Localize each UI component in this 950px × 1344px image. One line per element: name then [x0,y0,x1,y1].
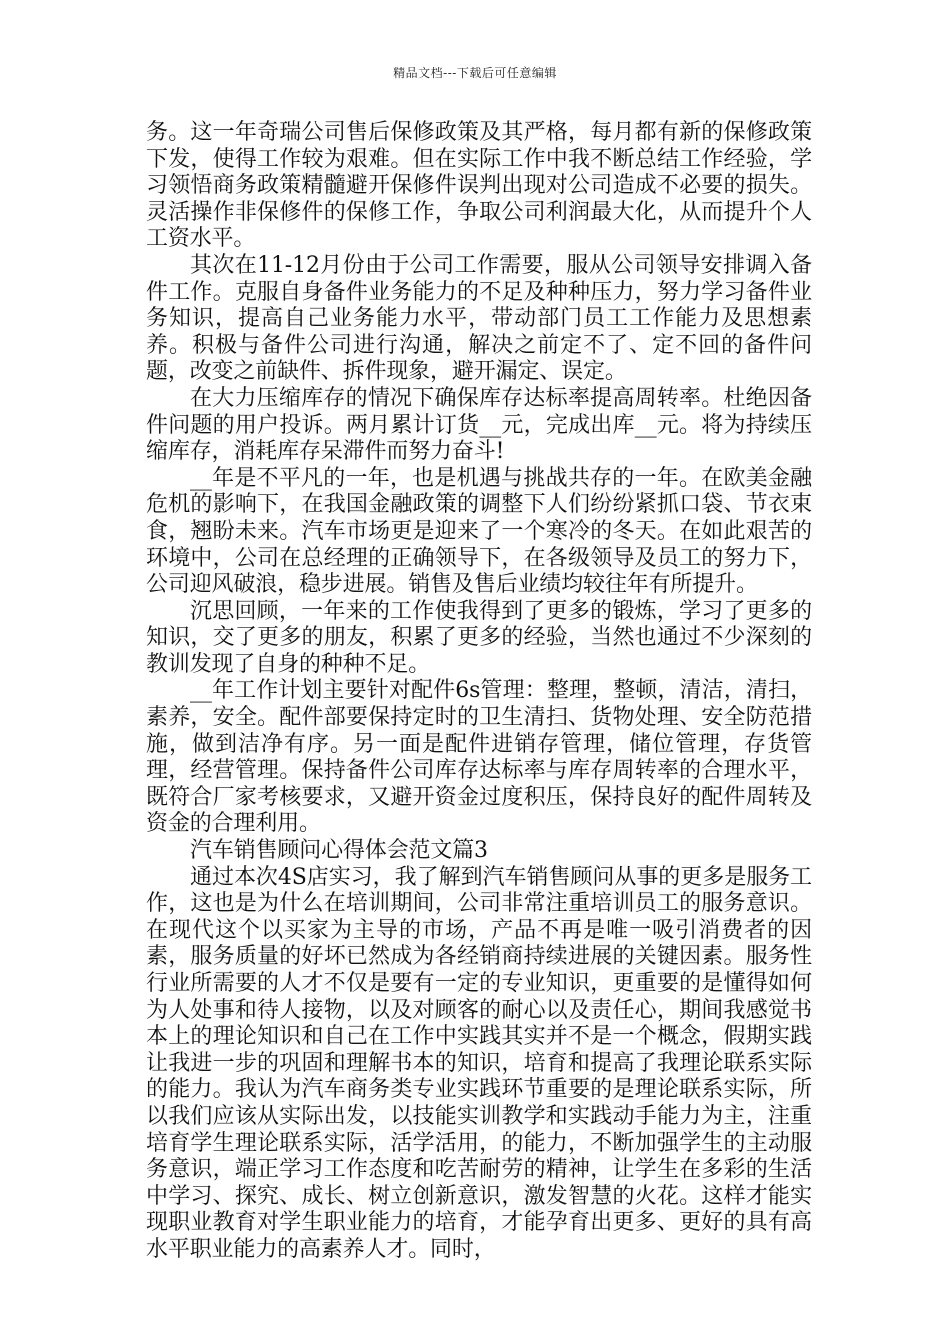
paragraph-warranty-policy: 务。这一年奇瑞公司售后保修政策及其严格，每月都有新的保修政策下发，使得工作较为艰难。但在实际工作中我不断总结工作经验，学习领悟商务政策精髓避开保修件误判出现对公司造成不必要的损失。灵活操作非保修件的保修工作，争取公司利润最大化，从而提升个人工资水平。 [146,120,812,252]
paragraph-reflection: 沉思回顾，一年来的工作使我得到了更多的锻炼，学习了更多的知识，交了更多的朋友，积累了更多的经验，当然也通过不少深刻的教训发现了自身的种种不足。 [146,598,812,677]
paragraph-year-review: __年是不平凡的一年，也是机遇与挑战共存的一年。在欧美金融危机的影响下，在我国金融政策的调整下人们纷纷紧抓口袋、节衣束食，翘盼未来。汽车市场更是迎来了一个寒冷的冬天。在如此艰苦的环境中，公司在总经理的正确领导下，在各级领导及员工的努力下，公司迎风破浪，稳步进展。销售及售后业绩均较往年有所提升。 [146,465,812,598]
page-header: 精品文档---下载后可任意编辑 [393,66,557,80]
section-heading: 汽车销售顾问心得体会范文篇3 [190,838,488,864]
paragraph-inventory: 在大力压缩库存的情况下确保库存达标率提高周转率。杜绝因备件问题的用户投诉。两月累计订货__元，完成出库__元。将为持续压缩库存，消耗库存呆滞件而努力奋斗! [146,385,812,465]
document-body [146,120,812,1264]
paragraph-internship: 通过本次4S店实习，我了解到汽车销售顾问从事的更多是服务工作，这也是为什么在培训期间，公司非常注重培训员工的服务意识。在现代这个以买家为主导的市场，产品不再是唯一吸引消费者的因素，服务质量的好坏已然成为各经销商持续进展的关键因素。服务性行业所需要的人才不仅是要有一定的专业知识，更重要的是懂得如何为人处事和待人接物，以及对顾客的耐心以及责任心，期间我感觉书本上的理论知识和自己在工作中实践其实并不是一个概念，假期实践让我进一步的巩固和理解书本的知识，培育和提高了我理论联系实际的能力。我认为汽车商务类专业实践环节重要的是理论联系实际，所以我们应该从实际出发，以技能实训教学和实践动手能力为主，注重培育学生理论联系实际，活学活用，的能力，不断加强学生的主动服务意识，端正学习工作态度和吃苦耐劳的精神，让学生在多彩的生活中学习、探究、成长、树立创新意识，激发智慧的火花。这样才能实现职业教育对学生职业能力的培育，才能孕育出更多、更好的具有高水平职业能力的高素养人才。同时， [146,864,812,1262]
paragraph-parts-transfer: 其次在11-12月份由于公司工作需要，服从公司领导安排调入备件工作。克服自身备件业务能力的不足及种种压力，努力学习备件业务知识，提高自己业务能力水平，带动部门员工工作能力及思想素养。积极与备件公司进行沟通，解决之前定不了、定不回的备件问题，改变之前缺件、拆件现象，避开漏定、误定。 [146,252,812,385]
paragraph-work-plan: __年工作计划主要针对配件6s管理：整理，整顿，清洁，清扫，素养，安全。配件部要保持定时的卫生清扫、货物处理、安全防范措施，做到洁净有序。另一面是配件进销存管理，储位管理，存货管理，经营管理。保持备件公司库存达标率与库存周转率的合理水平，既符合厂家考核要求，又避开资金过度积压，保持良好的配件周转及资金的合理利用。 [146,678,812,837]
